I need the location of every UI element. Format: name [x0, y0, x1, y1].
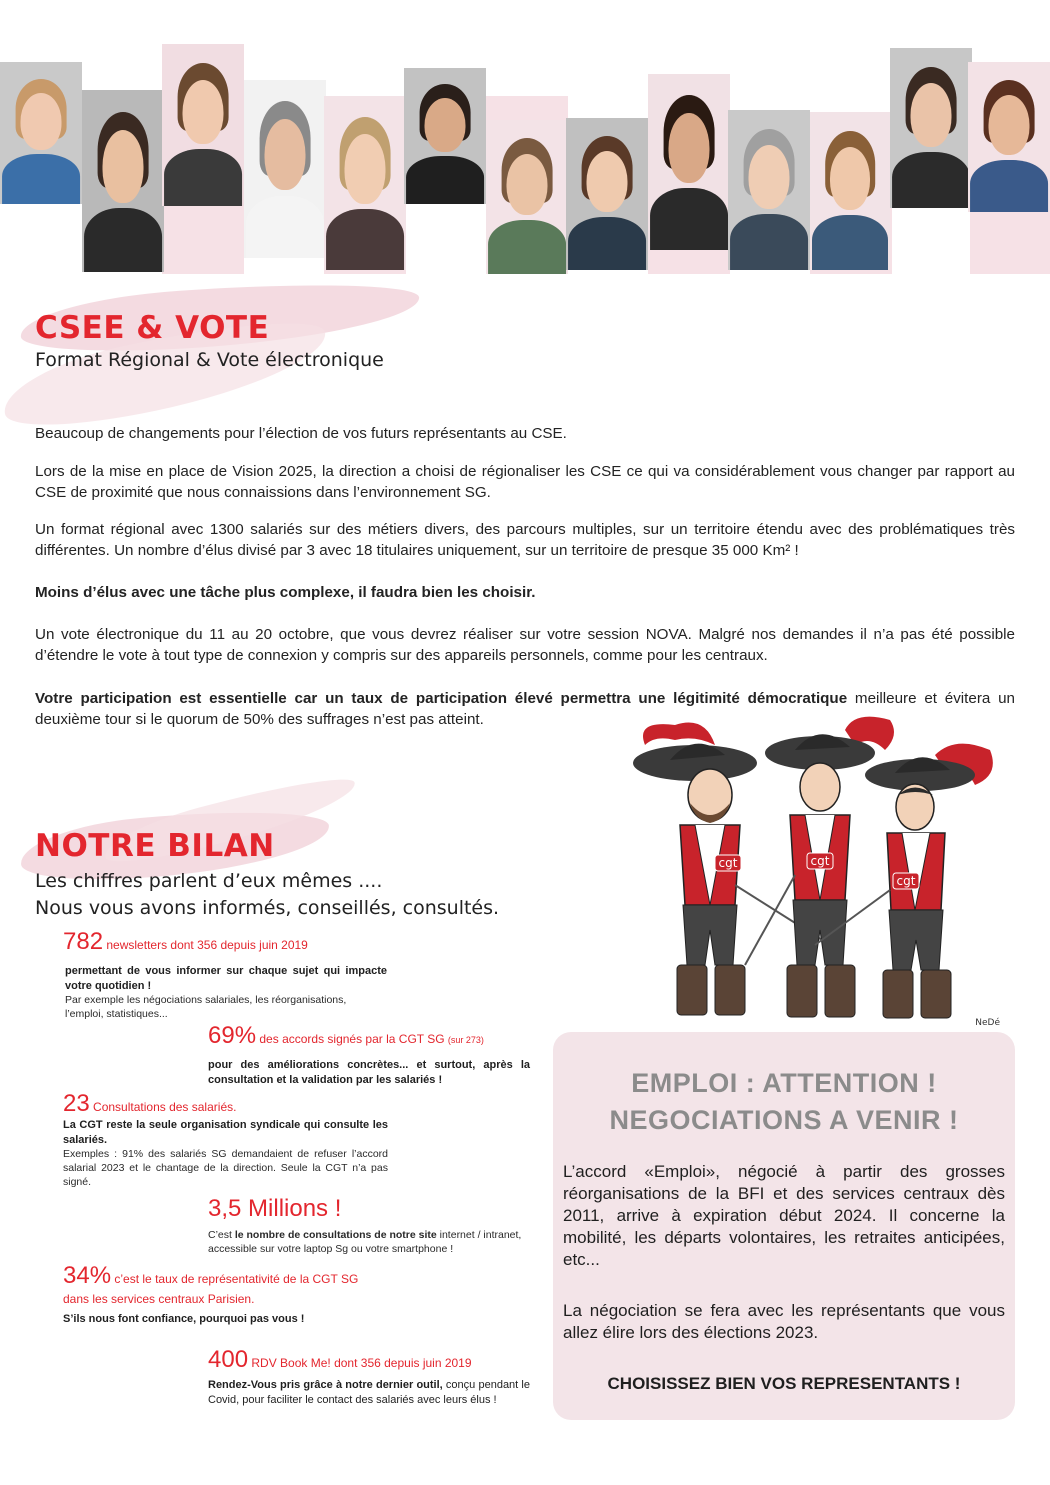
stat-number: 400: [208, 1346, 249, 1373]
csee-paragraph-1: Beaucoup de changements pour l’élection de vos futurs représentants au CSE.: [35, 425, 567, 442]
stat-number: 782: [63, 928, 104, 955]
stat-consultations-note: Exemples : 91% des salariés SG demandaient de refuser l’accord salarial 2023 et le chantage de la direction. Seule la CGT n’a pas signé.: [63, 1148, 388, 1188]
stat-number: 34%: [63, 1262, 112, 1289]
bilan-subtitle-1: Les chiffres parlent d’eux mêmes ....: [35, 870, 383, 892]
representative-photo-13: [968, 62, 1050, 212]
artist-signature: NeDé: [975, 1018, 1000, 1028]
stat-consultations-desc: La CGT reste la seule organisation syndicale qui consulte les salariés.: [63, 1119, 388, 1146]
stat-newsletters-note: Par exemple les négociations salariales, les réorganisations, l’emploi, statistiques...: [65, 994, 347, 1020]
csee-paragraph-4: Moins d’élus avec une tâche plus complexe, il faudra bien les choisir.: [35, 584, 536, 601]
stat-newsletters: [63, 928, 388, 956]
stat-representativite-desc: S’ils nous font confiance, pourquoi pas vous !: [63, 1313, 305, 1325]
representative-photo-4: [244, 80, 326, 258]
representative-photo-6: [404, 68, 486, 204]
representative-photo-2: [82, 90, 164, 272]
csee-subtitle: Format Régional & Vote électronique: [35, 349, 384, 371]
csee-paragraph-2: Lors de la mise en place de Vision 2025, la direction a choisi de régionaliser les CSE ce qui va considérablement vous changer par rapport au CSE de proximité que nous connaissions dans l’environnement SG.: [35, 463, 1015, 501]
representative-photo-1: [0, 62, 82, 204]
csee-title: CSEE & VOTE: [35, 310, 270, 346]
stat-number: 3,5 Millions !: [208, 1195, 342, 1222]
csee-paragraph-5: Un vote électronique du 11 au 20 octobre, que vous devrez réaliser sur votre session NOVA. Malgré nos demandes il n’a pas été possible d’étendre le vote à tout type de connexion y compris sur des appareils personnels, comme pour les centraux.: [35, 626, 1015, 664]
representative-photo-12: [890, 48, 972, 208]
cgt-badge-center: cgt: [810, 854, 830, 868]
emploi-cta: CHOISISSEZ BIEN VOS REPRESENTANTS !: [607, 1374, 961, 1393]
csee-paragraph-3: Un format régional avec 1300 salariés sur des métiers divers, des parcours multiples, sur un territoire étendu avec des problématiques très différentes. Un nombre d’élus divisé par 3 avec 18 titulaires uniquement, sur un territoire de presque 35 000 Km² !: [35, 521, 1015, 559]
stat-representativite: [63, 1262, 358, 1308]
representative-photo-9: [648, 74, 730, 250]
stat-label: Consultations des salariés.: [89, 1100, 237, 1114]
participation-bold-text: Votre participation est essentielle car un taux de participation élevé permettra une légitimité démocratique: [35, 690, 848, 707]
stat-rdv: [208, 1346, 472, 1374]
representative-photo-5: [324, 96, 406, 270]
stat-millions-desc: C’est le nombre de consultations de notre site internet / intranet, accessible sur votre laptop Sg ou votre smartphone !: [208, 1229, 522, 1255]
representative-photo-8: [566, 118, 648, 270]
bilan-subtitle-2: Nous vous avons informés, conseillés, consultés.: [35, 897, 500, 919]
stat-rdv-desc: Rendez-Vous pris grâce à notre dernier outil, conçu pendant le Covid, pour faciliter le contact des salariés avec leurs élus !: [208, 1379, 530, 1406]
representative-photo-10: [728, 110, 810, 270]
stat-newsletters-desc: permettant de vous informer sur chaque sujet qui impacte votre quotidien !: [65, 965, 387, 992]
participation-text: meilleure et évitera un deuxième tour si le quorum de 50% des suffrages n’est pas atteint.: [35, 690, 1015, 728]
representative-photo-7: [486, 120, 568, 274]
representative-photo-3: [162, 44, 244, 206]
stat-consultations: [63, 1090, 236, 1118]
emploi-title-1: EMPLOI : ATTENTION !: [631, 1068, 937, 1098]
stat-label: dans les services centraux Parisien.: [63, 1292, 255, 1306]
stat-label: RDV Book Me! dont 356 depuis juin 2019: [248, 1356, 472, 1370]
musketeers-illustration: [615, 715, 1015, 1030]
emploi-paragraph-2: La négociation se fera avec les représentants que vous allez élire lors des élections 2023.: [563, 1301, 1005, 1342]
stat-accords-desc: pour des améliorations concrètes... et surtout, après la consultation et la validation par les salariés !: [208, 1059, 530, 1086]
musketeer-center: [745, 717, 894, 1017]
stat-label: des accords signés par la CGT SG: [256, 1032, 448, 1046]
emploi-title-2: NEGOCIATIONS A VENIR !: [609, 1105, 959, 1135]
bilan-title: NOTRE BILAN: [35, 828, 275, 864]
stat-number: 69%: [208, 1022, 257, 1049]
stat-accords: [208, 1022, 484, 1050]
stat-label: c’est le taux de représentativité de la CGT SG: [111, 1272, 359, 1286]
stat-label: newsletters dont 356 depuis juin 2019: [103, 938, 308, 952]
cgt-badge-right: cgt: [896, 874, 916, 888]
stat-number: 23: [63, 1090, 90, 1117]
representative-photo-11: [810, 112, 890, 270]
stat-small-note: (sur 273): [447, 1035, 484, 1045]
cgt-badge-left: cgt: [718, 856, 738, 870]
stat-millions: [208, 1195, 341, 1223]
emploi-paragraph-1: L’accord «Emploi», négocié à partir des grosses réorganisations de la BFI et des services centraux dès 2011, arrive à expiration début 2024. Il concerne la mobilité, les départs volontaires, les retraites anticipées, etc...: [563, 1162, 1005, 1269]
emploi-box: [553, 1032, 1015, 1420]
